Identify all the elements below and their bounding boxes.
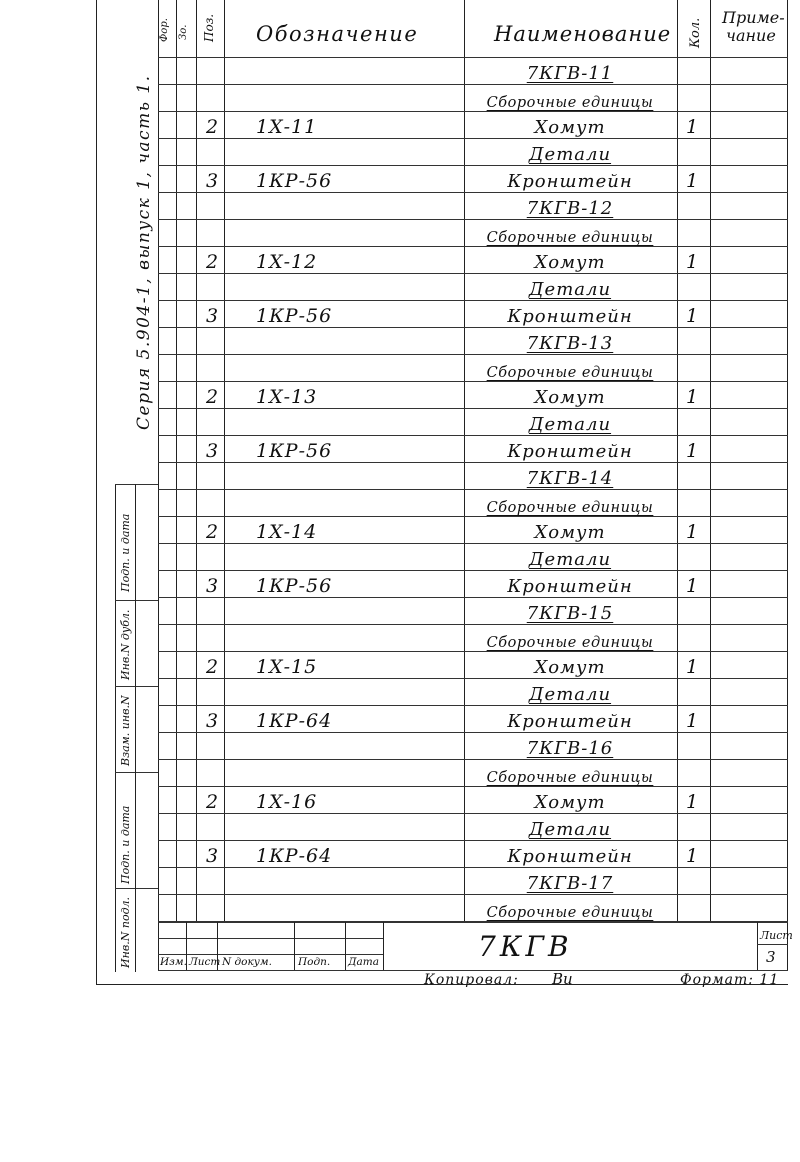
series-text: Серия 5.904-1, выпуск 1, часть 1. [134,74,154,430]
cell-name: Сборочные единицы [486,500,654,516]
header-note-2: чание [726,26,776,45]
table-row [158,705,790,732]
grid-line [158,922,788,923]
cell-designation [226,219,494,247]
cell-designation [226,624,494,652]
table-row [158,867,790,894]
cell-name: Кронштейн [507,441,633,462]
cell-quantity [676,219,708,247]
cell-quantity: 1 [685,386,699,408]
grid-line [757,922,758,970]
table-row [158,246,790,273]
grid-line [115,772,158,773]
cell-name: Сборочные единицы [486,770,654,786]
cell-name: Сборочные единицы [486,635,654,651]
cell-position: 3 [205,710,219,732]
cell-name: Кронштейн [507,846,633,867]
cell-position [198,489,226,517]
cell-quantity [676,84,708,112]
table-row [158,192,790,219]
cell-position [198,894,226,922]
cell-quantity [676,597,708,625]
grid-line [383,922,384,970]
grid-line [757,944,788,945]
table-row [158,894,790,921]
cell-name: Сборочные единицы [486,365,654,381]
format-label: Формат: 11 [680,972,780,988]
cell-name: Кронштейн [507,576,633,597]
header-qty: Кол. [688,17,703,48]
table-row [158,597,790,624]
cell-position [198,759,226,787]
cell-position [198,543,226,571]
header-name: Наименование [494,22,672,46]
table-row [158,570,790,597]
cell-name: Хомут [534,657,606,678]
cell-name: 7КГВ-14 [526,468,614,489]
cell-name: 7КГВ-11 [526,63,614,84]
cell-name: Кронштейн [507,711,633,732]
cell-position [198,57,226,85]
cell-designation [226,894,494,922]
cell-designation: 1КР-64 [256,845,333,867]
cell-quantity [676,759,708,787]
table-row [158,786,790,813]
cell-quantity: 1 [685,251,699,273]
tb-label-change: Изм. [160,956,187,968]
cell-position [198,678,226,706]
cell-quantity [676,327,708,355]
grid-line [158,954,383,955]
cell-position [198,327,226,355]
cell-designation: 1КР-56 [256,440,333,462]
cell-designation: 1КР-64 [256,710,333,732]
cell-name: Сборочные единицы [486,230,654,246]
table-row [158,813,790,840]
cell-quantity: 1 [685,791,699,813]
table-row [158,57,790,84]
cell-designation: 1КР-56 [256,575,333,597]
stamp-dup-inv: Инв.N дубл. [119,609,132,680]
table-row [158,327,790,354]
cell-designation: 1Х-16 [256,791,318,813]
cell-quantity [676,543,708,571]
cell-quantity [676,57,708,85]
cell-designation: 1Х-14 [256,521,318,543]
cell-name: Хомут [534,387,606,408]
cell-quantity: 1 [685,116,699,138]
stamp-replace-inv: Взам. инв.N [119,695,132,766]
table-row [158,300,790,327]
header-note-1: Приме- [722,8,785,27]
cell-designation: 1Х-13 [256,386,318,408]
cell-position: 3 [205,575,219,597]
sheet-label: Лист [760,929,793,942]
cell-quantity [676,732,708,760]
cell-designation [226,57,494,85]
cell-quantity [676,894,708,922]
cell-name: Детали [528,279,612,300]
cell-position: 2 [205,116,219,138]
cell-designation [226,489,494,517]
table-row [158,840,790,867]
cell-name: Сборочные единицы [486,95,654,111]
cell-name: Кронштейн [507,306,633,327]
cell-position: 2 [205,521,219,543]
table-row [158,84,790,111]
grid-line [115,686,158,687]
cell-position [198,192,226,220]
sheet-number: 3 [766,948,776,966]
cell-position: 2 [205,791,219,813]
cell-position [198,813,226,841]
grid-line [115,600,158,601]
cell-designation: 1Х-11 [256,116,318,138]
stamp-sign-date-2: Подп. и дата [119,805,132,884]
cell-quantity: 1 [685,845,699,867]
table-row [158,219,790,246]
cell-quantity [676,867,708,895]
cell-quantity [676,813,708,841]
cell-name: Детали [528,684,612,705]
cell-position [198,624,226,652]
cell-designation: 1КР-56 [256,170,333,192]
grid-line [135,484,136,972]
stamp-orig-inv: Инв.N подл. [119,896,132,968]
table-row [158,111,790,138]
cell-position [198,354,226,382]
cell-position [198,219,226,247]
cell-designation [226,813,494,841]
table-row [158,435,790,462]
table-row [158,678,790,705]
cell-name: Сборочные единицы [486,905,654,921]
cell-designation [226,192,494,220]
doc-code: 7КГВ [478,930,573,963]
cell-quantity [676,624,708,652]
table-row [158,543,790,570]
cell-quantity [676,354,708,382]
cell-name: Хомут [534,117,606,138]
tb-label-doc-number: N докум. [222,956,272,968]
cell-designation [226,273,494,301]
cell-designation: 1Х-12 [256,251,318,273]
cell-position: 2 [205,386,219,408]
cell-designation [226,327,494,355]
cell-quantity: 1 [685,305,699,327]
cell-quantity [676,462,708,490]
cell-quantity [676,138,708,166]
copied-label: Копировал: [424,972,519,988]
cell-designation [226,408,494,436]
cell-name: Хомут [534,252,606,273]
cell-designation [226,138,494,166]
cell-name: Кронштейн [507,171,633,192]
table-row [158,273,790,300]
cell-designation [226,543,494,571]
header-pos: Поз. [202,13,216,42]
cell-designation [226,462,494,490]
cell-quantity: 1 [685,521,699,543]
table-row [158,624,790,651]
cell-designation [226,759,494,787]
copied-signature: Bu [552,970,573,988]
cell-quantity: 1 [685,575,699,597]
table-row [158,489,790,516]
cell-quantity [676,408,708,436]
cell-position: 3 [205,305,219,327]
table-row [158,165,790,192]
cell-quantity: 1 [685,710,699,732]
cell-position [198,597,226,625]
table-row [158,732,790,759]
cell-quantity [676,273,708,301]
cell-quantity: 1 [685,440,699,462]
tb-label-signature: Подп. [298,956,331,968]
cell-designation [226,597,494,625]
cell-position: 3 [205,845,219,867]
cell-position: 2 [205,656,219,678]
cell-quantity [676,489,708,517]
cell-position [198,408,226,436]
cell-position [198,84,226,112]
header-format: Фор. [159,18,170,42]
cell-designation [226,732,494,760]
tb-label-date: Дата [348,956,380,968]
grid-line [115,484,158,485]
cell-position [198,273,226,301]
table-row [158,759,790,786]
cell-designation [226,867,494,895]
cell-quantity [676,678,708,706]
cell-name: 7КГВ-12 [526,198,614,219]
table-row [158,354,790,381]
table-row [158,381,790,408]
cell-quantity: 1 [685,656,699,678]
header-designation: Обозначение [256,22,419,46]
table-row [158,408,790,435]
table-row [158,651,790,678]
cell-position [198,867,226,895]
header-zone: Зо. [178,24,189,40]
cell-position: 3 [205,440,219,462]
grid-line [345,922,346,970]
cell-designation: 1КР-56 [256,305,333,327]
cell-position: 2 [205,251,219,273]
tb-label-sheet: Лист [189,956,221,968]
stamp-sign-date-1: Подп. и дата [119,513,132,592]
cell-name: Детали [528,144,612,165]
cell-name: 7КГВ-13 [526,333,614,354]
cell-name: 7КГВ-15 [526,603,614,624]
grid-line [158,970,788,971]
cell-name: Детали [528,549,612,570]
cell-position [198,138,226,166]
cell-name: 7КГВ-17 [526,873,614,894]
grid-line [115,484,116,972]
cell-name: Хомут [534,792,606,813]
cell-name: Хомут [534,522,606,543]
cell-designation: 1Х-15 [256,656,318,678]
cell-name: 7КГВ-16 [526,738,614,759]
table-row [158,462,790,489]
table-row [158,138,790,165]
cell-position [198,462,226,490]
cell-position: 3 [205,170,219,192]
grid-line [158,938,383,939]
table-row [158,516,790,543]
cell-name: Детали [528,819,612,840]
cell-quantity: 1 [685,170,699,192]
cell-name: Детали [528,414,612,435]
cell-designation [226,84,494,112]
cell-quantity [676,192,708,220]
cell-position [198,732,226,760]
cell-designation [226,354,494,382]
grid-line [294,922,295,970]
grid-line [115,888,158,889]
cell-designation [226,678,494,706]
